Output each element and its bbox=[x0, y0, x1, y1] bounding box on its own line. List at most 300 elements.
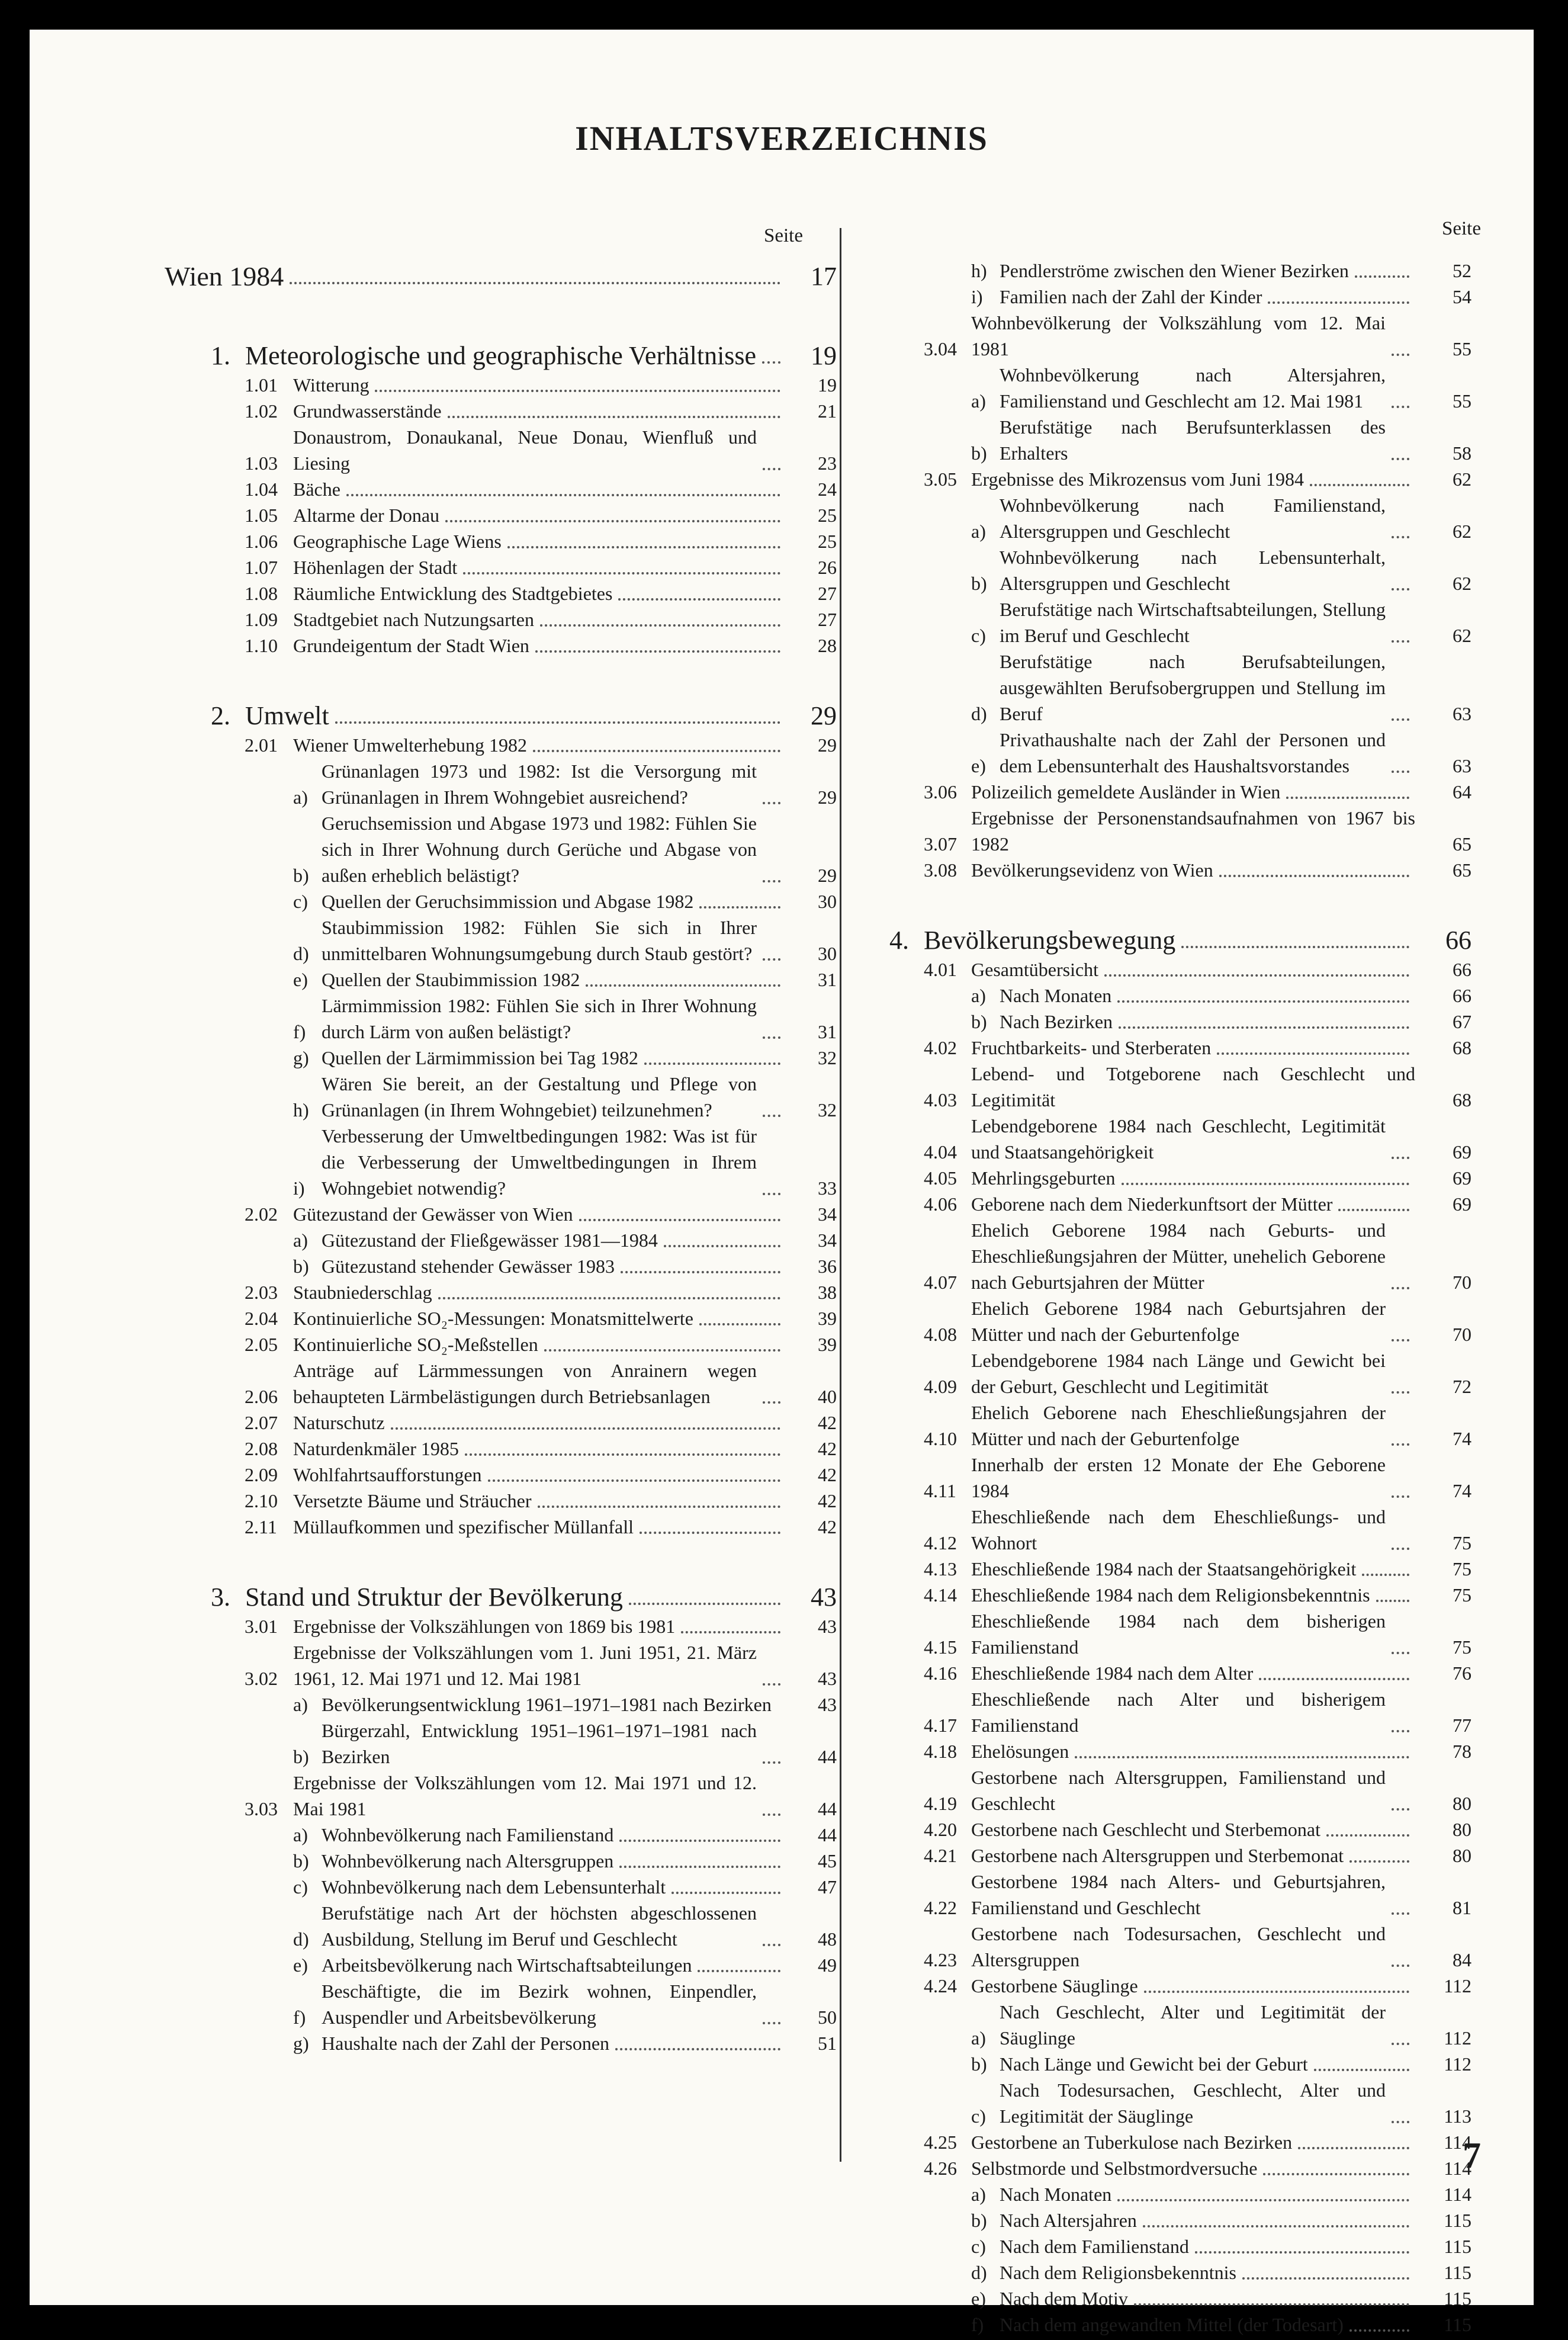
toc-entry bbox=[165, 1071, 837, 1123]
dot-leader bbox=[763, 801, 780, 804]
dot-leader bbox=[1286, 796, 1409, 799]
toc-entry-page: 80 bbox=[1453, 1845, 1471, 1866]
dot-leader bbox=[1117, 1000, 1409, 1003]
toc-entry bbox=[165, 810, 837, 888]
toc-entry bbox=[165, 261, 837, 293]
toc-entry bbox=[889, 925, 1471, 956]
dot-leader bbox=[1392, 1338, 1409, 1341]
toc-entry-number: 4.03 bbox=[924, 1089, 957, 1110]
dot-leader bbox=[1134, 2303, 1409, 2306]
toc-entry-page: 42 bbox=[818, 1516, 837, 1537]
dot-leader bbox=[1355, 275, 1409, 278]
dot-leader bbox=[699, 1323, 780, 1325]
dot-leader bbox=[1310, 483, 1409, 486]
toc-entry-title: Berufstätige nach Art der höchsten abgeschlossenen Ausbildung, Stellung im Beruf und Geschlecht bbox=[322, 1902, 757, 1950]
toc-entry bbox=[889, 1608, 1471, 1660]
toc-entry-number: 1. bbox=[211, 341, 230, 370]
dot-leader bbox=[1314, 2068, 1409, 2071]
toc-entry-page: 67 bbox=[1453, 1011, 1471, 1032]
toc-entry-number: 4.11 bbox=[924, 1480, 956, 1501]
dot-leader bbox=[1122, 1182, 1410, 1185]
toc-entry-page: 62 bbox=[1453, 625, 1471, 646]
toc-entry-page: 58 bbox=[1453, 442, 1471, 464]
toc-entry-title: Lebend- und Totgeborene nach Geschlecht und Legitimität bbox=[971, 1063, 1415, 1110]
toc-entry-number: 4.21 bbox=[924, 1845, 957, 1866]
toc-entry bbox=[889, 1165, 1471, 1191]
toc-entry-page: 62 bbox=[1453, 468, 1471, 490]
toc-entry-page: 54 bbox=[1453, 286, 1471, 307]
dot-leader bbox=[465, 1453, 780, 1456]
dot-leader bbox=[763, 1683, 780, 1686]
toc-entry bbox=[165, 1952, 837, 1978]
toc-entry-title: Eheschließende 1984 nach der Staatsangehörigkeit bbox=[971, 1558, 1357, 1580]
toc-entry bbox=[889, 2312, 1471, 2338]
dot-leader bbox=[1392, 640, 1409, 643]
dot-leader bbox=[644, 1062, 780, 1065]
toc-entry-page: 63 bbox=[1453, 703, 1471, 724]
toc-entry-title: Wohnbevölkerung nach dem Lebensunterhalt bbox=[322, 1876, 666, 1898]
toc-entry-title: Geborene nach dem Niederkunftsort der Mütter bbox=[971, 1193, 1333, 1215]
dot-leader bbox=[535, 650, 780, 653]
toc-entry-title: Gestorbene nach Geschlecht und Sterbemonat bbox=[971, 1819, 1321, 1840]
toc-entry-title: Nach Länge und Gewicht bei der Geburt bbox=[1000, 2053, 1308, 2075]
toc-entry-number: 4.24 bbox=[924, 1975, 957, 1996]
toc-entry-page: 38 bbox=[818, 1282, 837, 1303]
toc-entry-page: 69 bbox=[1453, 1167, 1471, 1189]
toc-entry-title: Berufstätige nach Wirtschaftsabteilungen, Stellung im Beruf und Geschlecht bbox=[1000, 599, 1386, 646]
toc-entry-title: Polizeilich gemeldete Ausländer in Wien bbox=[971, 781, 1281, 803]
toc-entry-number: 2.07 bbox=[245, 1412, 278, 1433]
dot-leader bbox=[1338, 1208, 1409, 1211]
toc-entry-page: 44 bbox=[818, 1824, 837, 1845]
toc-entry bbox=[889, 1113, 1471, 1165]
toc-entry-number: g) bbox=[293, 2033, 309, 2054]
toc-entry bbox=[165, 1357, 837, 1410]
toc-entry bbox=[165, 1822, 837, 1848]
toc-entry-page: 43 bbox=[818, 1668, 837, 1689]
toc-entry-title: Nach dem angewandten Mittel (der Todesart) bbox=[1000, 2314, 1344, 2335]
toc-entry-page: 25 bbox=[818, 531, 837, 552]
dot-leader bbox=[346, 493, 780, 496]
toc-entry-title: Gütezustand der Fließgewässer 1981—1984 bbox=[322, 1230, 658, 1251]
toc-entry-title: Lebendgeborene 1984 nach Geschlecht, Legitimität und Staatsangehörigkeit bbox=[971, 1115, 1386, 1163]
toc-entry-title: Lärmimmission 1982: Fühlen Sie sich in Ihrer Wohnung durch Lärm von außen belästigt? bbox=[322, 995, 757, 1042]
toc-entry-title: Umwelt bbox=[245, 701, 329, 730]
toc-entry bbox=[165, 1488, 837, 1514]
toc-entry bbox=[165, 993, 837, 1045]
toc-entry bbox=[165, 1279, 837, 1305]
toc-entry-page: 69 bbox=[1453, 1193, 1471, 1215]
dot-leader bbox=[1349, 2329, 1409, 2332]
toc-entry bbox=[889, 1686, 1471, 1738]
dot-leader bbox=[763, 467, 780, 470]
toc-entry bbox=[165, 424, 837, 476]
toc-entry-number: 2.11 bbox=[245, 1516, 277, 1537]
toc-entry-title: Kontinuierliche SO₂-Meßstellen bbox=[293, 1334, 538, 1355]
toc-entry bbox=[889, 258, 1471, 284]
toc-entry-page: 42 bbox=[818, 1490, 837, 1511]
toc-entry-page: 29 bbox=[818, 865, 837, 886]
dot-leader bbox=[763, 1192, 780, 1195]
toc-entry bbox=[889, 1921, 1471, 1973]
dot-leader bbox=[1181, 945, 1409, 948]
toc-entry-title: Staubniederschlag bbox=[293, 1282, 432, 1303]
toc-entry bbox=[889, 1504, 1471, 1556]
toc-entry-number: 1.03 bbox=[245, 452, 278, 474]
toc-entry-title: Bevölkerungsevidenz von Wien bbox=[971, 859, 1213, 881]
dot-leader bbox=[1143, 2225, 1409, 2227]
toc-entry-title: Stand und Struktur der Bevölkerung bbox=[245, 1583, 623, 1612]
toc-entry bbox=[165, 1227, 837, 1253]
toc-entry-page: 27 bbox=[818, 583, 837, 604]
dot-leader bbox=[1217, 1052, 1409, 1055]
dot-leader bbox=[586, 984, 780, 987]
toc-entry-page: 115 bbox=[1444, 2210, 1471, 2231]
toc-entry-title: Wohnbevölkerung nach Altersgruppen bbox=[322, 1850, 614, 1872]
dot-leader bbox=[1392, 2120, 1409, 2123]
toc-entry-page: 78 bbox=[1453, 1741, 1471, 1762]
toc-entry bbox=[889, 1347, 1471, 1399]
dot-leader bbox=[579, 1218, 780, 1221]
toc-entry-page: 50 bbox=[818, 2007, 837, 2028]
toc-entry-number: 4.18 bbox=[924, 1741, 957, 1762]
toc-entry-page: 76 bbox=[1453, 1662, 1471, 1684]
toc-entry-number: 4.19 bbox=[924, 1793, 957, 1814]
toc-entry-number: f) bbox=[293, 2007, 306, 2028]
toc-entry-title: Gestorbene an Tuberkulose nach Bezirken bbox=[971, 2132, 1293, 2153]
toc-entry-page: 19 bbox=[811, 341, 837, 370]
toc-entry-page: 47 bbox=[818, 1876, 837, 1898]
toc-entry-number: 4. bbox=[889, 926, 909, 955]
toc-entry-title: Wien 1984 bbox=[165, 261, 284, 291]
dot-leader bbox=[1242, 2277, 1409, 2280]
toc-entry-title: Familien nach der Zahl der Kinder bbox=[1000, 286, 1262, 307]
dot-leader bbox=[1104, 974, 1409, 977]
toc-entry-title: Naturschutz bbox=[293, 1412, 385, 1433]
toc-entry-number: 1.04 bbox=[245, 479, 278, 500]
toc-entry-number: 2.03 bbox=[245, 1282, 278, 1303]
toc-entry-number: 4.20 bbox=[924, 1819, 957, 1840]
toc-entry-number: 3.06 bbox=[924, 781, 957, 803]
toc-entry bbox=[889, 284, 1471, 310]
toc-entry-page: 21 bbox=[818, 400, 837, 422]
dot-leader bbox=[290, 281, 780, 284]
toc-entry-page: 42 bbox=[818, 1438, 837, 1459]
toc-entry-page: 80 bbox=[1453, 1819, 1471, 1840]
toc-entry-page: 39 bbox=[818, 1334, 837, 1355]
toc-entry-number: 1.10 bbox=[245, 635, 278, 656]
dot-leader bbox=[544, 1349, 780, 1352]
toc-entry-page: 62 bbox=[1453, 573, 1471, 594]
dot-leader bbox=[699, 906, 780, 909]
toc-entry-title: Staubimmission 1982: Fühlen Sie sich in Ihrer unmittelbaren Wohnungsumgebung durch Staub gestört? bbox=[322, 917, 757, 964]
toc-entry-title: Naturdenkmäler 1985 bbox=[293, 1438, 459, 1459]
toc-entry-number: e) bbox=[971, 2288, 986, 2309]
toc-entry-page: 84 bbox=[1453, 1949, 1471, 1970]
toc-entry-title: Nach Todesursachen, Geschlecht, Alter und Legitimität der Säuglinge bbox=[1000, 2079, 1386, 2127]
toc-entry bbox=[889, 2077, 1471, 2129]
dot-leader bbox=[445, 519, 780, 522]
dot-leader bbox=[762, 361, 780, 364]
dot-leader bbox=[1259, 1677, 1409, 1680]
dot-leader bbox=[1263, 2172, 1409, 2175]
toc-entry-page: 69 bbox=[1453, 1141, 1471, 1163]
toc-entry bbox=[889, 1035, 1471, 1061]
toc-entry-number: 4.06 bbox=[924, 1193, 957, 1215]
dot-leader bbox=[615, 2047, 780, 2050]
toc-entry-page: 75 bbox=[1453, 1584, 1471, 1606]
toc-entry bbox=[165, 340, 837, 372]
toc-entry bbox=[889, 1660, 1471, 1686]
dot-leader bbox=[763, 1401, 780, 1404]
toc-entry-number: 4.25 bbox=[924, 2132, 957, 2153]
toc-entry bbox=[889, 492, 1471, 544]
toc-entry-number: 3.01 bbox=[245, 1616, 278, 1637]
toc-entry-page: 80 bbox=[1453, 1793, 1471, 1814]
dot-leader bbox=[1298, 2146, 1409, 2149]
toc-entry-page: 52 bbox=[1453, 260, 1471, 281]
toc-entry bbox=[165, 1045, 837, 1071]
toc-entry-number: i) bbox=[293, 1177, 305, 1199]
toc-entry-number: 1.06 bbox=[245, 531, 278, 552]
toc-entry-title: Grundeigentum der Stadt Wien bbox=[293, 635, 529, 656]
dot-leader bbox=[1362, 1573, 1409, 1576]
toc-entry bbox=[165, 1613, 837, 1639]
toc-entry bbox=[165, 580, 837, 606]
toc-entry-page: 42 bbox=[818, 1412, 837, 1433]
toc-entry-page: 44 bbox=[818, 1798, 837, 1819]
toc-entry-number: g) bbox=[293, 1047, 309, 1068]
toc-entry-page: 19 bbox=[818, 374, 837, 396]
toc-entry-number: i) bbox=[971, 286, 983, 307]
toc-entry-title: Nach dem Familienstand bbox=[1000, 2236, 1189, 2257]
dot-leader bbox=[621, 1270, 780, 1273]
dot-leader bbox=[618, 598, 780, 601]
toc-entry-number: 4.16 bbox=[924, 1662, 957, 1684]
toc-entry-number: 4.17 bbox=[924, 1715, 957, 1736]
toc-entry bbox=[889, 2259, 1471, 2286]
toc-entry-page: 114 bbox=[1444, 2158, 1471, 2179]
toc-entry bbox=[889, 1295, 1471, 1347]
toc-entry-number: 3.08 bbox=[924, 859, 957, 881]
dot-leader bbox=[540, 624, 780, 627]
dot-leader bbox=[698, 1969, 780, 1972]
toc-entry-title: Gesamtübersicht bbox=[971, 959, 1099, 980]
toc-entry-number: 3. bbox=[211, 1583, 230, 1612]
toc-entry-number: a) bbox=[971, 2027, 986, 2049]
toc-entry-title: Gestorbene 1984 nach Alters- und Geburtsjahren, Familienstand und Geschlecht bbox=[971, 1871, 1386, 1918]
toc-entry-title: Nach dem Religionsbekenntnis bbox=[1000, 2262, 1236, 2283]
toc-entry bbox=[165, 732, 837, 758]
toc-entry bbox=[165, 2030, 837, 2056]
toc-entry-page: 26 bbox=[818, 557, 837, 578]
toc-entry-title: Geruchsemission und Abgase 1973 und 1982: Fühlen Sie sich in Ihrer Wohnung durch Gerüche und Abgase von außen erheblich belästigt? bbox=[322, 813, 757, 886]
toc-entry-number: c) bbox=[971, 2236, 986, 2257]
toc-entry-number: b) bbox=[971, 2053, 987, 2075]
toc-entry-page: 43 bbox=[818, 1694, 837, 1715]
dot-leader bbox=[1075, 1755, 1409, 1758]
toc-entry-page: 23 bbox=[818, 452, 837, 474]
toc-entry-number: 4.07 bbox=[924, 1272, 957, 1293]
toc-entry-number: 2. bbox=[211, 701, 230, 730]
dot-leader bbox=[1392, 457, 1409, 460]
toc-entry-page: 40 bbox=[818, 1386, 837, 1407]
dot-leader bbox=[1392, 1729, 1409, 1732]
dot-leader bbox=[1117, 2198, 1409, 2201]
toc-entry bbox=[165, 1462, 837, 1488]
dot-leader bbox=[533, 749, 780, 752]
toc-entry-number: b) bbox=[293, 1850, 309, 1872]
toc-entry bbox=[889, 310, 1471, 362]
toc-entry bbox=[889, 857, 1471, 883]
toc-entry-title: Privathaushalte nach der Zahl der Personen und dem Lebensunterhalt des Haushaltsvorstandes bbox=[1000, 729, 1386, 776]
toc-entry bbox=[889, 2181, 1471, 2207]
toc-entry-page: 72 bbox=[1453, 1376, 1471, 1397]
toc-entry-number: 2.02 bbox=[245, 1203, 278, 1225]
toc-entry-number: h) bbox=[293, 1099, 309, 1121]
toc-entry-title: Gestorbene nach Altersgruppen und Sterbemonat bbox=[971, 1845, 1344, 1866]
toc-entry-page: 68 bbox=[1453, 1089, 1471, 1110]
toc-entry-number: 2.05 bbox=[245, 1334, 278, 1355]
toc-entry-page: 45 bbox=[818, 1850, 837, 1872]
toc-entry-number: 4.04 bbox=[924, 1141, 957, 1163]
toc-entry-number: 3.03 bbox=[245, 1798, 278, 1819]
toc-entry-number: c) bbox=[971, 625, 986, 646]
toc-entry-page: 32 bbox=[818, 1099, 837, 1121]
toc-entry-number: 1.05 bbox=[245, 505, 278, 526]
toc-entry-title: Müllaufkommen und spezifischer Müllanfall bbox=[293, 1516, 634, 1537]
toc-entry-number: 4.02 bbox=[924, 1037, 957, 1058]
toc-entry bbox=[165, 1410, 837, 1436]
toc-entry bbox=[165, 700, 837, 732]
toc-entry-title: Selbstmorde und Selbstmordversuche bbox=[971, 2158, 1258, 2179]
dot-leader bbox=[1392, 1495, 1409, 1498]
toc-entry-number: a) bbox=[293, 1230, 308, 1251]
toc-entry-title: Quellen der Lärmimmission bei Tag 1982 bbox=[322, 1047, 638, 1068]
toc-entry bbox=[889, 983, 1471, 1009]
toc-entry bbox=[165, 967, 837, 993]
toc-entry-title: Ehelich Geborene 1984 nach Geburtsjahren der Mütter und nach der Geburtenfolge bbox=[971, 1298, 1386, 1345]
toc-entry-page: 114 bbox=[1444, 2132, 1471, 2153]
toc-entry-title: Kontinuierliche SO₂-Messungen: Monatsmittelwerte bbox=[293, 1308, 693, 1329]
seite-label-right: Seite bbox=[1442, 218, 1481, 239]
toc-entry-title: Wohnbevölkerung nach Familienstand bbox=[322, 1824, 614, 1845]
toc-entry-number: a) bbox=[971, 2184, 986, 2205]
toc-entry-number: 4.05 bbox=[924, 1167, 957, 1189]
dot-leader bbox=[763, 879, 780, 882]
toc-entry-page: 64 bbox=[1453, 781, 1471, 803]
toc-entry bbox=[889, 1816, 1471, 1843]
toc-entry-number: d) bbox=[971, 703, 987, 724]
dot-leader bbox=[763, 1761, 780, 1764]
toc-entry bbox=[165, 758, 837, 810]
toc-entry bbox=[165, 502, 837, 528]
toc-entry-title: Eheschließende nach Alter und bisherigem Familienstand bbox=[971, 1689, 1386, 1736]
toc-entry-title: Meteorologische und geographische Verhältnisse bbox=[245, 341, 757, 370]
toc-entry bbox=[165, 1436, 837, 1462]
toc-entry bbox=[165, 1770, 837, 1822]
toc-entry bbox=[165, 1123, 837, 1201]
toc-entry-title: Nach Altersjahren bbox=[1000, 2210, 1137, 2231]
toc-entry-number: 3.05 bbox=[924, 468, 957, 490]
dot-leader bbox=[1326, 1834, 1409, 1837]
toc-entry-title: Bevölkerungsbewegung bbox=[924, 926, 1176, 955]
dot-leader bbox=[640, 1531, 780, 1534]
toc-entry bbox=[889, 414, 1471, 466]
toc-entry-title: Räumliche Entwicklung des Stadtgebietes bbox=[293, 583, 613, 604]
toc-entry-page: 112 bbox=[1444, 1975, 1471, 1996]
toc-entry-number: b) bbox=[971, 2210, 987, 2231]
toc-entry bbox=[889, 1452, 1471, 1504]
toc-entry bbox=[889, 2129, 1471, 2155]
toc-entry-number: e) bbox=[293, 1954, 308, 1976]
toc-entry-number: 1.09 bbox=[245, 609, 278, 630]
toc-entry-title: Quellen der Geruchsimmission und Abgase 1982 bbox=[322, 891, 694, 912]
toc-entry-title: Wohnbevölkerung nach Altersjahren, Familienstand und Geschlecht am 12. Mai 1981 bbox=[1000, 364, 1386, 412]
toc-entry bbox=[889, 1973, 1471, 1999]
toc-entry-page: 25 bbox=[818, 505, 837, 526]
toc-entry-page: 66 bbox=[1453, 985, 1471, 1006]
toc-entry-page: 55 bbox=[1453, 390, 1471, 412]
toc-entry-number: d) bbox=[293, 943, 309, 964]
toc-entry-page: 70 bbox=[1453, 1324, 1471, 1345]
toc-entry-title: Bevölkerungsentwicklung 1961–1971–1981 nach Bezirken bbox=[322, 1694, 772, 1715]
toc-entry-number: 2.01 bbox=[245, 734, 278, 756]
toc-entry-title: Eheschließende 1984 nach dem bisherigen Familienstand bbox=[971, 1610, 1386, 1658]
toc-entry-page: 74 bbox=[1453, 1480, 1471, 1501]
dot-leader bbox=[488, 1479, 780, 1482]
toc-entry-page: 66 bbox=[1445, 926, 1471, 955]
toc-entry bbox=[165, 1639, 837, 1691]
toc-entry bbox=[889, 362, 1471, 414]
toc-entry bbox=[889, 1556, 1471, 1582]
toc-entry-title: Bürgerzahl, Entwicklung 1951–1961–1971–1981 nach Bezirken bbox=[322, 1720, 757, 1767]
toc-entry-page: 77 bbox=[1453, 1715, 1471, 1736]
toc-entry-number: a) bbox=[971, 985, 986, 1006]
toc-entry-page: 51 bbox=[818, 2033, 837, 2054]
dot-leader bbox=[1392, 1286, 1409, 1289]
toc-entry-page: 31 bbox=[818, 1021, 837, 1042]
toc-entry-page: 81 bbox=[1453, 1897, 1471, 1918]
toc-entry-title: Berufstätige nach Berufsabteilungen, ausgewählten Berufsobergruppen und Stellung im Beruf bbox=[1000, 651, 1386, 724]
dot-leader bbox=[1392, 718, 1409, 721]
toc-entry-page: 63 bbox=[1453, 755, 1471, 776]
dot-leader bbox=[391, 1427, 780, 1430]
toc-entry bbox=[165, 1305, 837, 1331]
toc-entry-number: 4.15 bbox=[924, 1636, 957, 1658]
toc-entry-number: b) bbox=[971, 573, 987, 594]
toc-entry-page: 30 bbox=[818, 943, 837, 964]
toc-entry-title: Donaustrom, Donaukanal, Neue Donau, Wienfluß und Liesing bbox=[293, 426, 757, 474]
toc-entry-page: 28 bbox=[818, 635, 837, 656]
toc-entry-number: f) bbox=[293, 1021, 306, 1042]
toc-entry bbox=[165, 1900, 837, 1952]
toc-entry-number: 2.09 bbox=[245, 1464, 278, 1485]
toc-entry-page: 115 bbox=[1444, 2262, 1471, 2283]
toc-entry-number: b) bbox=[293, 1746, 309, 1767]
toc-entry-page: 55 bbox=[1453, 338, 1471, 359]
dot-leader bbox=[763, 958, 780, 961]
toc-entry-title: Wohnbevölkerung nach Lebensunterhalt, Altersgruppen und Geschlecht bbox=[1000, 547, 1386, 594]
toc-entry-number: 1.07 bbox=[245, 557, 278, 578]
toc-entry bbox=[165, 1581, 837, 1613]
toc-entry-number: a) bbox=[293, 1694, 308, 1715]
toc-right-column bbox=[889, 258, 1471, 2338]
toc-entry-title: Haushalte nach der Zahl der Personen bbox=[322, 2033, 610, 2054]
toc-entry-page: 75 bbox=[1453, 1636, 1471, 1658]
toc-entry-title: Arbeitsbevölkerung nach Wirtschaftsabteilungen bbox=[322, 1954, 692, 1976]
dot-leader bbox=[664, 1244, 780, 1247]
